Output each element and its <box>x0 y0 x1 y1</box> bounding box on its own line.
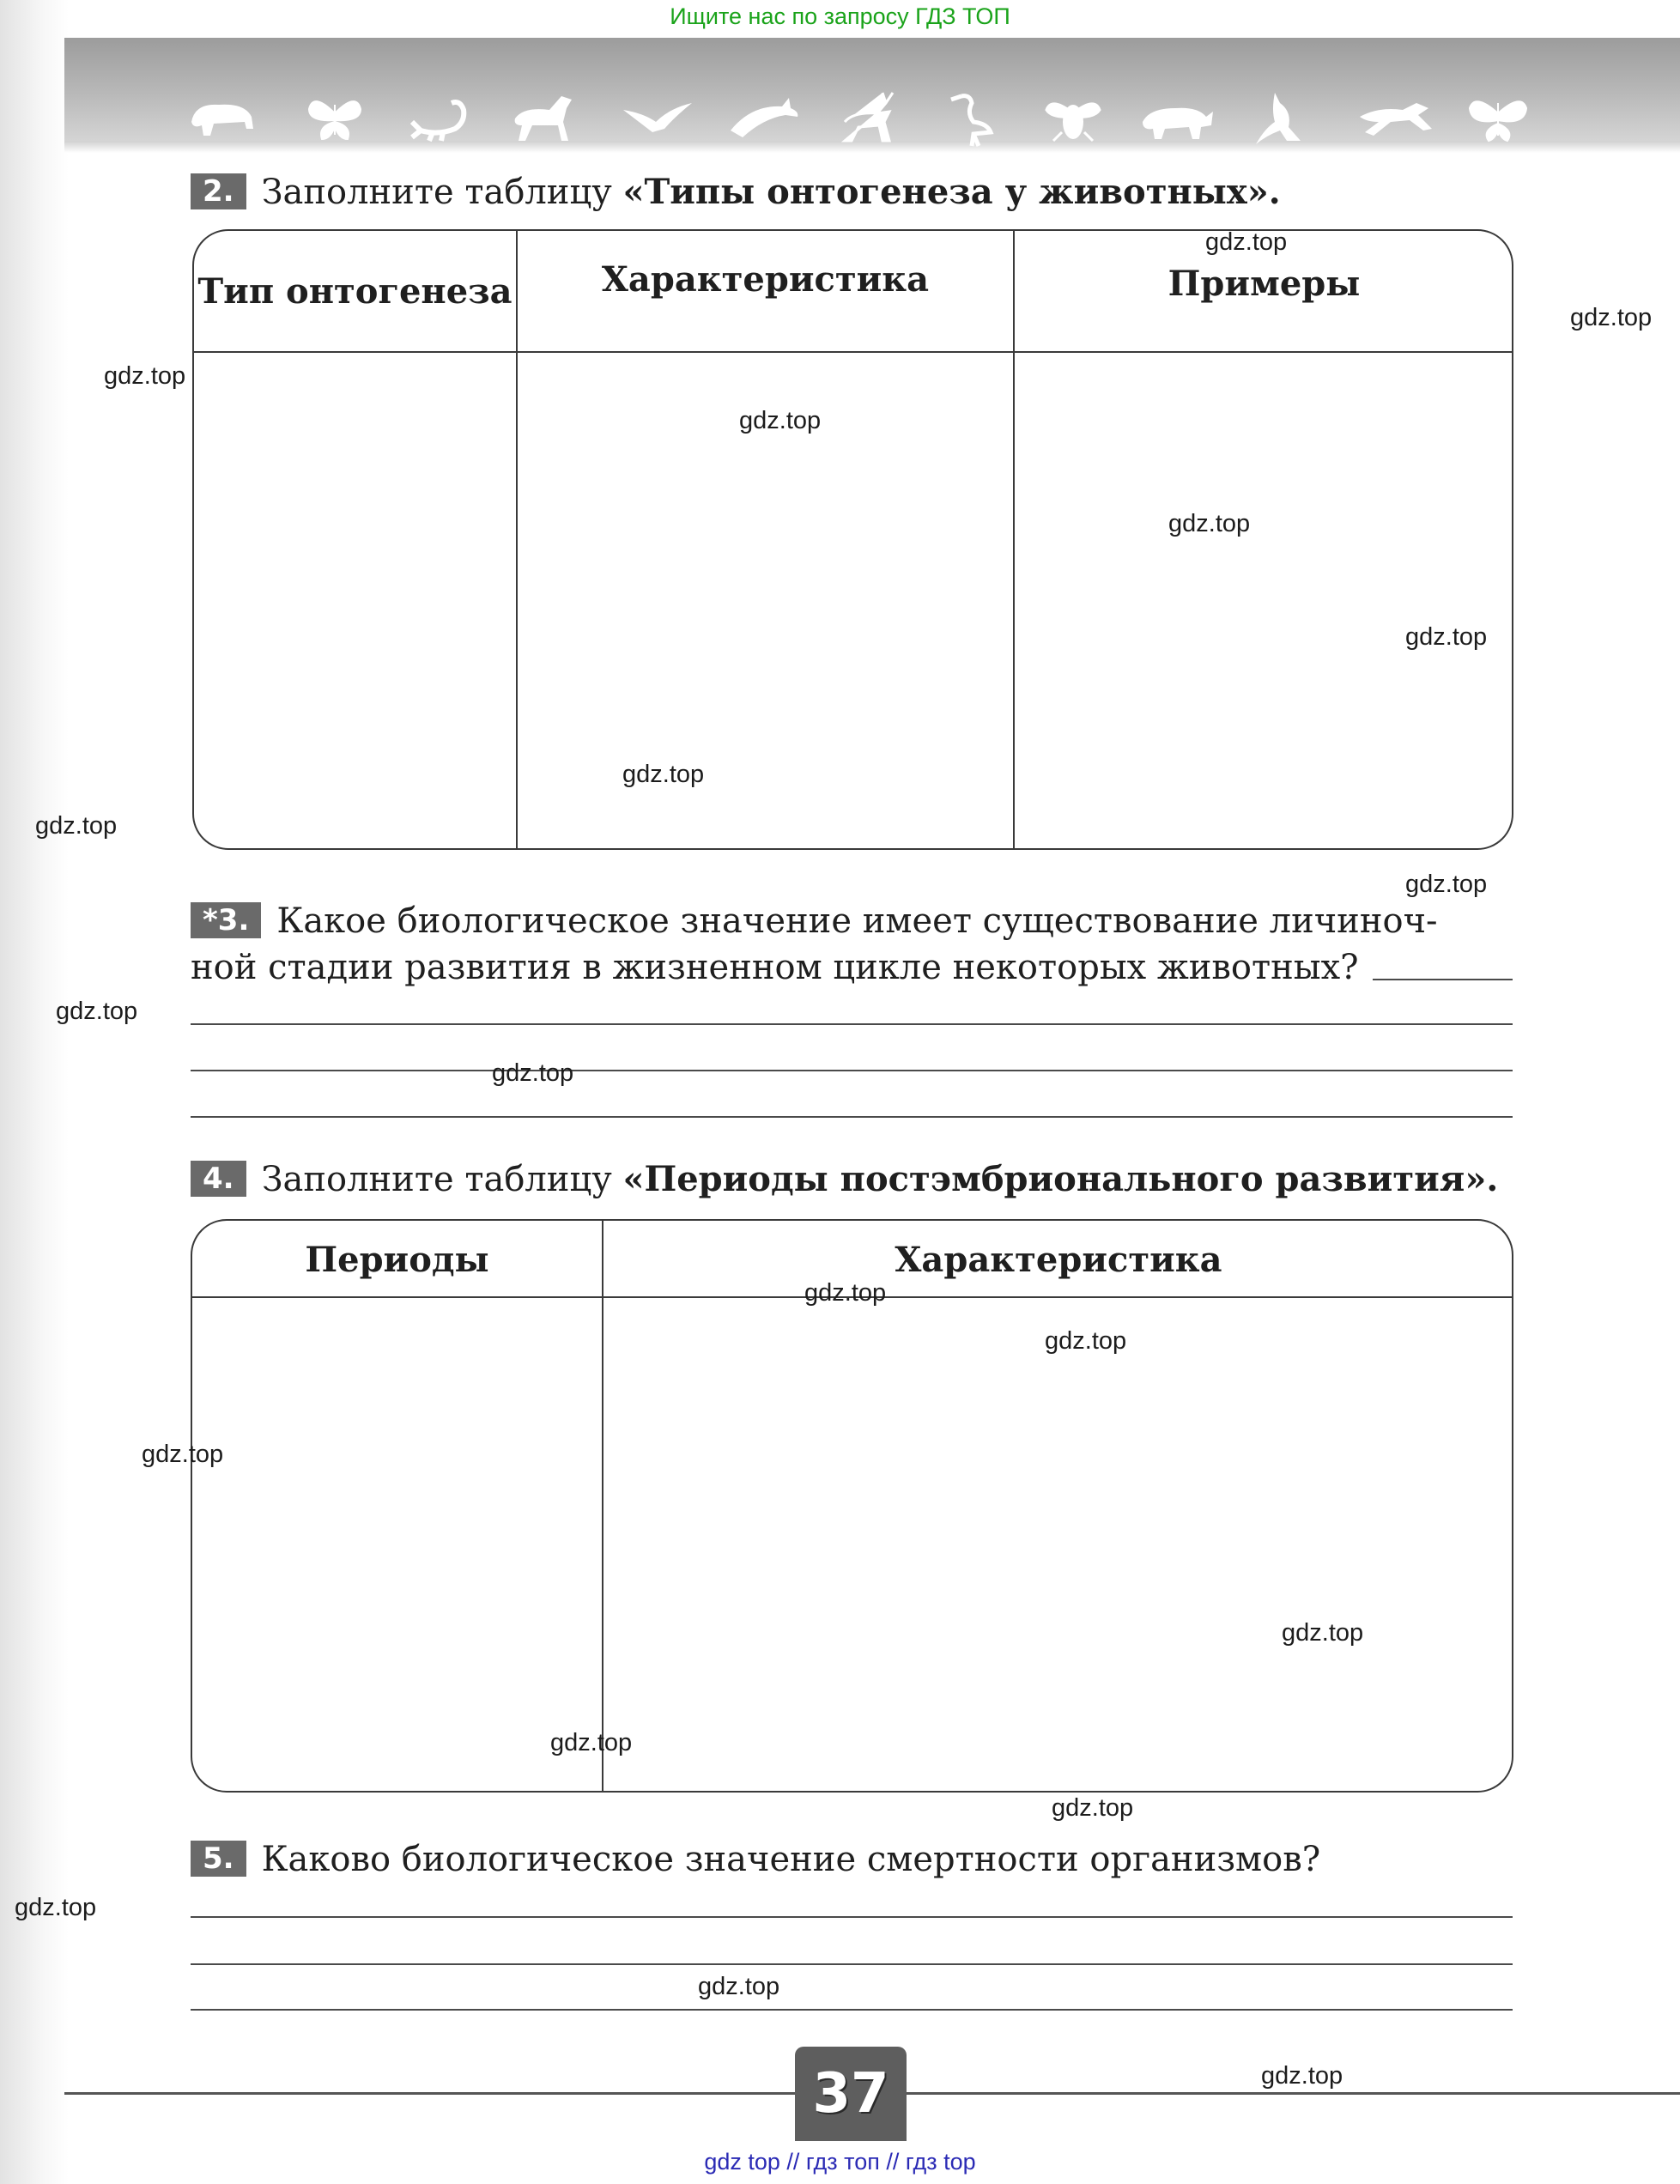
scorpion-icon <box>403 88 481 148</box>
task-2-heading <box>191 170 1281 215</box>
watermark: gdz.top <box>35 812 118 840</box>
watermark: gdz.top <box>56 998 138 1025</box>
watermark: gdz.top <box>1045 1327 1127 1355</box>
deer-icon <box>833 88 910 148</box>
task-5-answer-line-3[interactable] <box>191 2009 1513 2011</box>
task-3-line-2: ной стадии развития в жизненном цикле некоторых животных? <box>191 948 1359 987</box>
task-4-prompt: Заполните таблицу <box>261 1160 623 1199</box>
watermark: gdz.top <box>1052 1794 1134 1822</box>
task-5-answer-line-1[interactable] <box>191 1916 1513 1918</box>
watermark: gdz.top <box>1261 2062 1343 2090</box>
table-2-col-characteristic: Характеристика <box>895 1240 1222 1280</box>
kangaroo-icon <box>1249 88 1326 148</box>
task-4-heading <box>191 1157 1498 1202</box>
task-3-answer-line-1[interactable] <box>191 1023 1513 1025</box>
task-3-number: *3. <box>191 902 261 938</box>
bee-icon <box>1034 88 1112 148</box>
watermark: gdz.top <box>622 761 705 788</box>
task-3-inline-answer-line[interactable] <box>1373 979 1513 980</box>
task-4-title: «Периоды постэмбрионального развития». <box>622 1159 1499 1199</box>
bird-icon <box>618 88 695 148</box>
page-number-box <box>795 2047 907 2141</box>
moth-icon <box>1459 88 1537 148</box>
task-3-line-1: Какое биологическое значение имеет существование личиноч- <box>276 901 1438 941</box>
watermark: gdz.top <box>1570 304 1653 331</box>
task-5-text: Каково биологическое значение смертности организмов? <box>261 1840 1321 1879</box>
watermark: gdz.top <box>1205 228 1288 256</box>
table-2-col-periods: Периоды <box>305 1240 489 1280</box>
task-5-number: 5. <box>191 1841 246 1877</box>
watermark: gdz.top <box>739 407 822 434</box>
ontogenesis-types-table <box>192 229 1513 850</box>
watermark: gdz.top <box>1405 623 1488 651</box>
rhino-icon <box>1137 88 1215 148</box>
dolphin-icon <box>725 88 803 148</box>
watermark: gdz.top <box>550 1729 633 1756</box>
butterfly-icon <box>296 88 373 148</box>
watermark: gdz.top <box>1282 1619 1364 1647</box>
task-2-title: «Типы онтогенеза у животных». <box>622 172 1281 212</box>
cheetah-icon <box>1356 88 1434 148</box>
watermark: gdz.top <box>104 362 186 390</box>
horse-icon <box>506 88 584 148</box>
watermark: gdz.top <box>1405 871 1488 898</box>
task-2-prompt: Заполните таблицу <box>261 173 623 212</box>
task-3-question <box>191 898 1513 991</box>
watermark: gdz.top <box>804 1279 887 1307</box>
book-spine-shadow <box>0 0 69 2184</box>
task-4-number: 4. <box>191 1161 246 1197</box>
top-search-link[interactable]: Ищите нас по запросу ГДЗ ТОП <box>670 3 1010 29</box>
task-3-answer-line-2[interactable] <box>191 1070 1513 1071</box>
table-1-col-type: Тип онтогенеза <box>197 271 512 312</box>
task-5-question <box>191 1837 1320 1882</box>
page-number: 37 <box>812 2062 889 2126</box>
bison-icon <box>185 88 262 148</box>
table-1-answer-area[interactable] <box>194 353 1512 848</box>
animal-silhouette-strip <box>185 88 1524 148</box>
table-2-answer-area[interactable] <box>192 1298 1512 1791</box>
task-3-answer-line-3[interactable] <box>191 1116 1513 1118</box>
task-2-number: 2. <box>191 173 246 209</box>
watermark: gdz.top <box>142 1441 224 1468</box>
watermark: gdz.top <box>15 1894 97 1921</box>
table-1-col-examples: Примеры <box>1168 264 1361 304</box>
watermark: gdz.top <box>1168 510 1251 537</box>
table-1-col-characteristic: Характеристика <box>601 259 930 300</box>
heron-icon <box>936 88 1013 148</box>
watermark: gdz.top <box>698 1973 780 2000</box>
task-5-answer-line-2[interactable] <box>191 1963 1513 1965</box>
watermark: gdz.top <box>492 1059 574 1087</box>
footer-links[interactable]: gdz top // гдз топ // гдз top <box>704 2149 976 2175</box>
